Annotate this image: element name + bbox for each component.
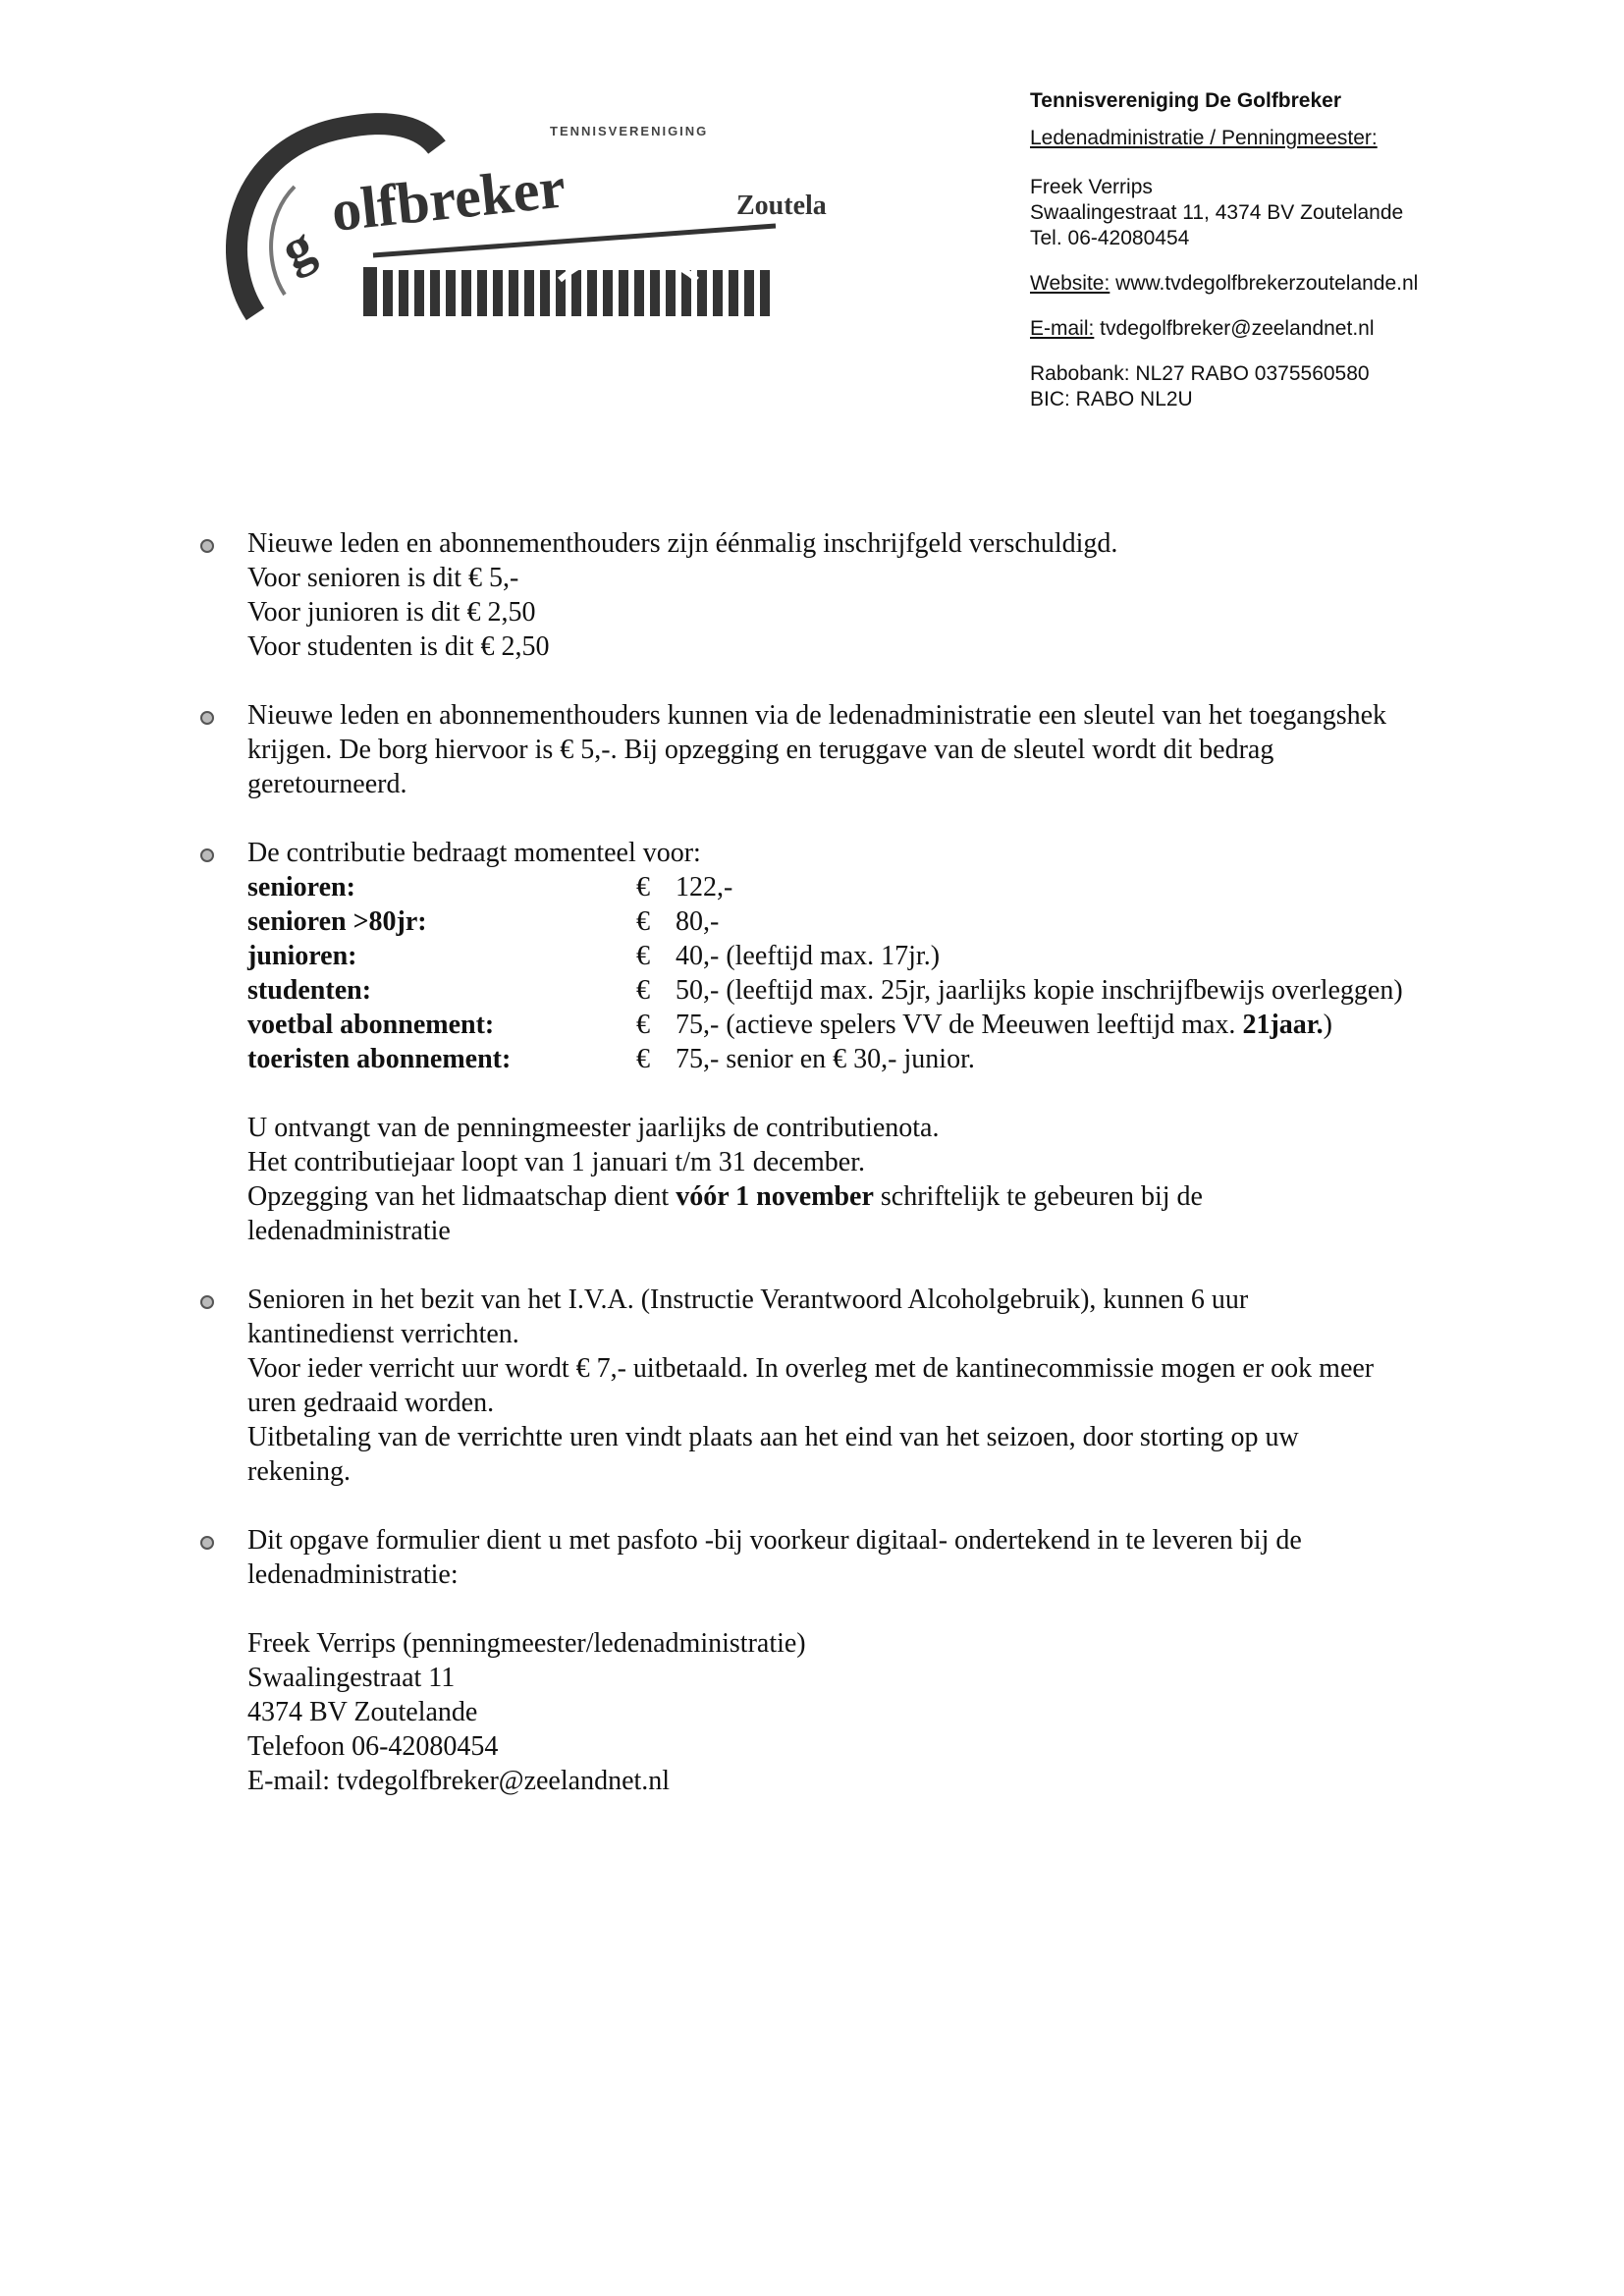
list-item-contribution (177, 836, 1522, 1076)
euro-sign: € (636, 1010, 650, 1040)
address-line: 4374 BV Zoutelande (247, 1697, 478, 1727)
fee-value: 75,- senior en € 30,- junior. (676, 1044, 975, 1074)
document-body (177, 526, 1522, 1832)
club-logo (226, 108, 854, 324)
fee-label: senioren: (247, 872, 355, 902)
contact-tel: Tel. 06-42080454 (1030, 227, 1190, 249)
text-line: Dit opgave formulier dient u met pasfoto -bij voorkeur digitaal- ondertekend in te leveren bij de (247, 1525, 1302, 1556)
euro-sign: € (636, 872, 650, 902)
list-item-form (177, 1523, 1522, 1798)
email-label: E-mail: (1030, 317, 1095, 340)
fee-row (247, 904, 1522, 939)
text-line: Nieuwe leden en abonnementhouders kunnen via de ledenadministratie een sleutel van het toegangshek (247, 700, 1387, 731)
text-line (247, 1179, 1522, 1214)
fee-label: voetbal abonnement: (247, 1010, 495, 1040)
fee-row (247, 1042, 1522, 1076)
text-line: U ontvangt van de penningmeester jaarlijks de contributienota. (247, 1113, 940, 1143)
logo-place: Zoutela (736, 191, 827, 221)
text-line: kantinedienst verrichten. (247, 1319, 519, 1349)
bullet-icon (200, 1536, 214, 1550)
text-line: Voor junioren is dit € 2,50 (247, 597, 536, 628)
text-line: Het contributiejaar loopt van 1 januari t/m 31 december. (247, 1147, 866, 1177)
fee-table (247, 870, 1522, 1076)
return-address (247, 1626, 1522, 1798)
fee-value-text: 75,- (actieve spelers VV de Meeuwen leeftijd max. (676, 1010, 1243, 1040)
email-value[interactable]: tvdegolfbreker@zeelandnet.nl (1094, 317, 1375, 340)
contribution-intro: De contributie bedraagt momenteel voor: (247, 838, 701, 868)
text-line: Voor senioren is dit € 5,- (247, 563, 519, 593)
fee-value: 40,- (leeftijd max. 17jr.) (676, 941, 941, 971)
bank-account: Rabobank: NL27 RABO 0375560580 (1030, 362, 1370, 385)
text-line: ledenadministratie: (247, 1559, 459, 1590)
text-line: Senioren in het bezit van het I.V.A. (Instructie Verantwoord Alcoholgebruik), kunnen 6 uur (247, 1285, 1249, 1315)
fee-row (247, 973, 1522, 1008)
contribution-notes (177, 1111, 1522, 1248)
address-line: Telefoon 06-42080454 (247, 1731, 499, 1762)
fee-row (247, 870, 1522, 904)
list-item-iva (177, 1283, 1522, 1489)
bullet-icon (200, 711, 214, 725)
bic-code: BIC: RABO NL2U (1030, 388, 1193, 410)
list-item-registration (177, 526, 1522, 664)
bullet-icon (200, 539, 214, 553)
text-line: Voor ieder verricht uur wordt € 7,- uitbetaald. In overleg met de kantinecommissie mogen er ook meer (247, 1353, 1375, 1384)
text-line: uren gedraaid worden. (247, 1388, 495, 1418)
fee-value: 80,- (676, 906, 720, 937)
text-line: geretourneerd. (247, 769, 407, 799)
fee-value: 122,- (676, 872, 733, 902)
logo-word: olfbreker (328, 154, 568, 244)
text-line: Uitbetaling van de verrichtte uren vindt plaats aan het eind van het seizoen, door storting op uw (247, 1422, 1299, 1452)
fee-value-text: ) (1323, 1010, 1332, 1040)
text-line: Nieuwe leden en abonnementhouders zijn éénmalig inschrijfgeld verschuldigd. (247, 528, 1118, 559)
fee-label: junioren: (247, 941, 357, 971)
euro-sign: € (636, 906, 650, 937)
list-item-key (177, 698, 1522, 801)
logo-small-text: TENNISVERENIGING (550, 124, 709, 138)
website-line[interactable] (1030, 271, 1580, 297)
fee-row (247, 1008, 1522, 1042)
org-name: Tennisvereniging De Golfbreker (1030, 89, 1342, 112)
fee-value: 50,- (leeftijd max. 25jr, jaarlijks kopie inschrijfbewijs overleggen) (676, 975, 1403, 1006)
text-segment: schriftelijk te gebeuren bij de (873, 1181, 1203, 1212)
header-contact-block (1030, 88, 1580, 412)
deadline-bold: vóór 1 november (676, 1181, 874, 1212)
text-line: rekening. (247, 1456, 351, 1487)
logo-big-letter: g (272, 214, 323, 282)
email-line[interactable] (1030, 316, 1580, 342)
text-line: ledenadministratie (247, 1216, 451, 1246)
contact-address: Swaalingestraat 11, 4374 BV Zoutelande (1030, 201, 1404, 224)
website-value[interactable]: www.tvdegolfbrekerzoutelande.nl (1110, 272, 1419, 295)
euro-sign: € (636, 1044, 650, 1074)
text-line: krijgen. De borg hiervoor is € 5,-. Bij opzegging en teruggave van de sleutel wordt dit bedrag (247, 735, 1274, 765)
bullet-icon (200, 1295, 214, 1309)
fee-row (247, 939, 1522, 973)
address-line: Swaalingestraat 11 (247, 1663, 456, 1693)
fee-label: toeristen abonnement: (247, 1044, 512, 1074)
fee-value-bold: 21jaar. (1242, 1010, 1324, 1040)
address-line: Freek Verrips (penningmeester/ledenadministratie) (247, 1628, 806, 1659)
euro-sign: € (636, 975, 650, 1006)
euro-sign: € (636, 941, 650, 971)
admin-title: Ledenadministratie / Penningmeester: (1030, 127, 1378, 149)
website-label: Website: (1030, 272, 1110, 295)
fee-label: studenten: (247, 975, 372, 1006)
fee-label: senioren >80jr: (247, 906, 427, 937)
bullet-icon (200, 848, 214, 862)
address-line: E-mail: tvdegolfbreker@zeelandnet.nl (247, 1766, 671, 1796)
text-line: Voor studenten is dit € 2,50 (247, 631, 550, 662)
contact-name: Freek Verrips (1030, 176, 1153, 198)
text-segment: Opzegging van het lidmaatschap dient (247, 1181, 677, 1212)
fee-value (676, 1008, 1332, 1042)
